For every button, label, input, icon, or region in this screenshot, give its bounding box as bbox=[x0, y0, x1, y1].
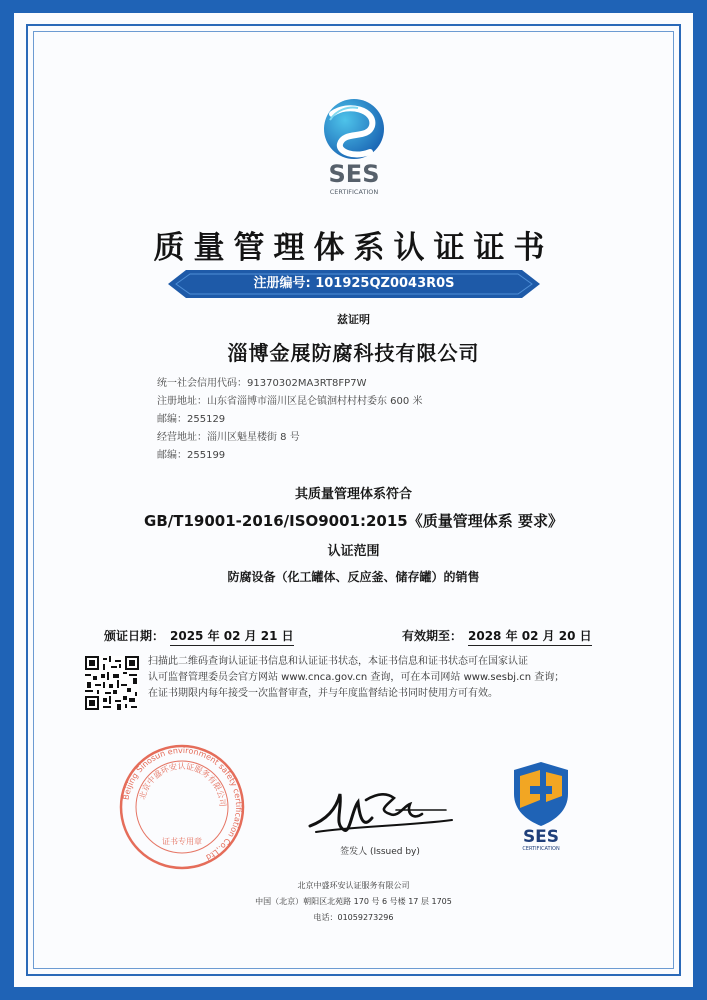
badge-brand: SES bbox=[522, 827, 560, 847]
logo-sub: CERTIFICATION bbox=[329, 188, 379, 196]
standard-name: GB/T19001-2016/ISO9001:2015《质量管理体系 要求》 bbox=[144, 512, 563, 530]
footer-address: 中国（北京）朝阳区北苑路 170 号 6 号楼 17 层 1705 bbox=[255, 897, 452, 906]
business-postcode: 邮编：255199 bbox=[157, 450, 226, 461]
seal-label: 证书专用章 bbox=[162, 837, 202, 846]
registration-line bbox=[168, 270, 540, 298]
registered-address: 注册地址：山东省淄博市淄川区昆仑镇洄村村村委东 600 米 bbox=[157, 396, 423, 407]
issue-date-label: 颁证日期： bbox=[104, 629, 165, 643]
note-line: 扫描此二维码查询认证证书信息和认证证书状态，本证书信息和证书状态可在国家认证 bbox=[148, 656, 528, 667]
scope-text: 防腐设备（化工罐体、反应釜、储存罐）的销售 bbox=[227, 570, 480, 584]
badge-sub: CERTIFICATION bbox=[522, 846, 560, 852]
logo-brand: SES bbox=[328, 160, 380, 188]
ses-globe-logo-icon bbox=[318, 94, 390, 204]
seal-outer-text: Beijing Sinosun environment safety certification Co.,Ltd bbox=[121, 745, 244, 862]
official-seal bbox=[119, 744, 245, 870]
valid-date bbox=[402, 627, 602, 645]
note-line: 在证书期限内每年接受一次监督审查，并与年度监督结论书同时使用方可有效。 bbox=[148, 688, 498, 699]
scope-title: 认证范围 bbox=[327, 544, 380, 559]
signer-label: 签发人 (Issued by) bbox=[340, 847, 420, 857]
issue-date-value: 2025 年 02 月 21 日 bbox=[170, 627, 294, 646]
handwritten-signature bbox=[306, 780, 456, 838]
ses-shield-badge-icon bbox=[510, 760, 572, 852]
registered-postcode: 邮编：255129 bbox=[157, 414, 226, 425]
certificate-title: 质量管理体系认证证书 bbox=[153, 230, 554, 266]
footer-company: 北京中盛环安认证服务有限公司 bbox=[297, 881, 410, 890]
registration-label: 注册编号: bbox=[253, 276, 311, 291]
qr-code[interactable] bbox=[85, 656, 139, 710]
conformity-statement: 其质量管理体系符合 bbox=[294, 487, 412, 502]
valid-date-value: 2028 年 02 月 20 日 bbox=[468, 627, 592, 646]
business-address: 经营地址：淄川区魁星楼街 8 号 bbox=[157, 432, 300, 443]
registration-number: 101925QZ0043R0S bbox=[315, 276, 455, 291]
verification-note bbox=[148, 654, 608, 702]
issue-date bbox=[104, 627, 304, 645]
footer-phone: 电话：01059273296 bbox=[313, 913, 394, 922]
credit-code: 统一社会信用代码：91370302MA3RT8FP7W bbox=[157, 378, 367, 389]
company-name: 淄博金展防腐科技有限公司 bbox=[227, 341, 480, 365]
svg-text:北京中盛环安认证服务有限公司 bbox=[137, 761, 227, 807]
seal-inner-text: 北京中盛环安认证服务有限公司 bbox=[137, 761, 228, 808]
valid-date-label: 有效期至： bbox=[402, 629, 463, 643]
note-line: 认可监督管理委员会官方网站 www.cnca.gov.cn 查询，可在本司网站 www.sesbj.cn 查询； bbox=[148, 672, 565, 683]
hereby-text: 兹证明 bbox=[337, 313, 370, 326]
